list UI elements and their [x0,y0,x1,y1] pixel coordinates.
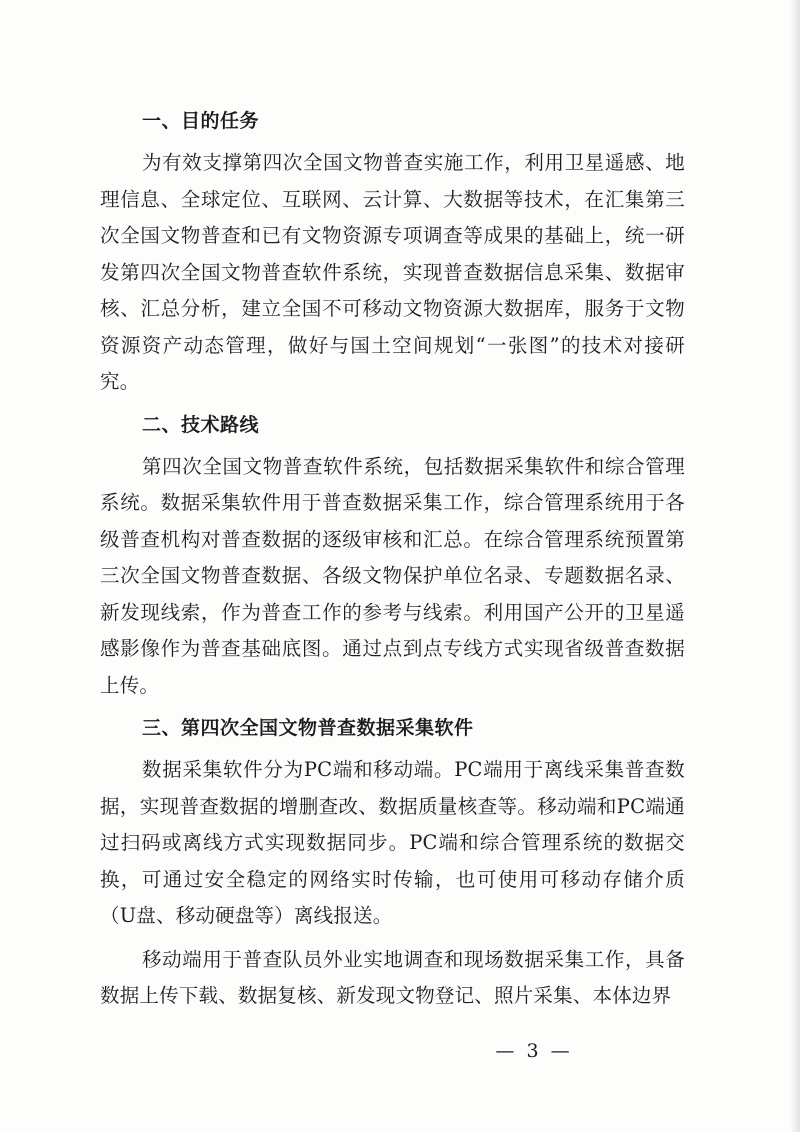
section-technical-route [100,408,685,705]
paragraph: 数据采集软件分为PC端和移动端。PC端用于离线采集普查数据，实现普查数据的增删查改、数据质量核查等。移动端和PC端通过扫码或离线方式实现数据同步。PC端和综合管理系统的数据交换，可通过安全稳定的网络实时传输，也可使用可移动存储介质（U盘、移动硬盘等）离线报送。 [100,758,685,927]
page-number: — 3 — [495,1040,573,1062]
document-body [100,104,685,1022]
section-heading: 二、技术路线 [142,413,260,436]
paragraph: 移动端用于普查队员外业实地调查和现场数据采集工作，具备数据上传下载、数据复核、新发现文物登记、照片采集、本体边界 [100,947,685,1007]
paragraph: 第四次全国文物普查软件系统，包括数据采集软件和综合管理系统。数据采集软件用于普查数据采集工作，综合管理系统用于各级普查机构对普查数据的逐级审核和汇总。在综合管理系统预置第三次全国文物普查数据、各级文物保护单位名录、专题数据名录、新发现线索，作为普查工作的参考与线索。利用国产公开的卫星遥感影像作为普查基础底图。通过点到点专线方式实现省级普查数据上传。 [100,454,685,697]
section-data-collection-software [100,711,685,1015]
section-heading: 三、第四次全国文物普查数据采集软件 [142,717,474,739]
section-purpose [100,104,685,401]
page-edge-shadow [790,0,800,1132]
section-heading: 一、目的任务 [142,110,260,132]
paragraph: 为有效支撑第四次全国文物普查实施工作，利用卫星遥感、地理信息、全球定位、互联网、云计算、大数据等技术，在汇集第三次全国文物普查和已有文物资源专项调查等成果的基础上，统一研发第四次全国文物普查软件系统，实现普查数据信息采集、数据审核、汇总分析，建立全国不可移动文物资源大数据库，服务于文物资源资产动态管理，做好与国土空间规划“一张图”的技术对接研究。 [100,151,685,393]
